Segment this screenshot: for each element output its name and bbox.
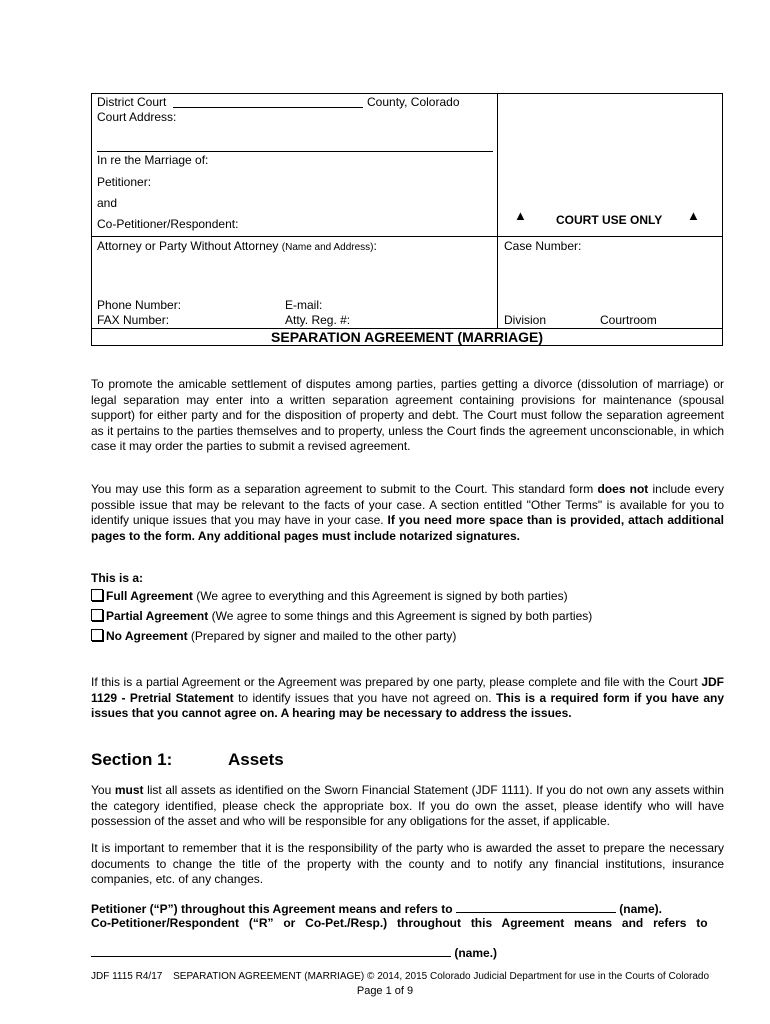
section-1-heading	[91, 749, 284, 770]
s1p1-text-c: list all assets as identified on the Sworn Financial Statement (JDF 1111). If you do not own any assets within the category identified, please check the appropriate box. If you do own the asset, please identify who will have possession of the asset and who will be responsible for any obligations for the asset, if applicable.	[91, 783, 724, 828]
pretrial-statement-ref: JDF 1129 - Pretrial Statement	[91, 675, 724, 705]
petitioner-definition	[91, 901, 662, 917]
footer-form-id: JDF 1115 R4/17	[91, 971, 163, 982]
full-agreement-checkbox[interactable]	[91, 589, 103, 601]
attorney-colon: :	[373, 239, 377, 253]
district-court-label: District Court	[97, 95, 167, 109]
partial-agreement-checkbox[interactable]	[91, 609, 103, 621]
case-number-label: Case Number:	[504, 239, 582, 253]
email-label: E-mail:	[285, 298, 323, 312]
intro-p2-text: You may use this form as a separation agreement to submit to the Court. This standard form	[91, 482, 598, 496]
s1p1-must: must	[114, 783, 144, 797]
petitioner-definition-text: Petitioner (“P”) throughout this Agreement means and refers to	[91, 902, 453, 916]
respondent-definition: Co-Petitioner/Respondent (“R” or Co-Pet./Resp.) throughout this Agreement means and refers to	[91, 916, 708, 930]
petitioner-name-field[interactable]	[456, 901, 616, 913]
no-agreement-label: No Agreement	[106, 629, 188, 643]
in-re-label: In re the Marriage of:	[97, 153, 209, 167]
full-agreement-label: Full Agreement	[106, 589, 193, 603]
petitioner-label: Petitioner:	[97, 175, 152, 189]
partial-agreement-desc: (We agree to some things and this Agreement is signed by both parties)	[208, 609, 593, 623]
footer-line	[91, 971, 709, 983]
form-title: SEPARATION AGREEMENT (MARRIAGE)	[271, 329, 543, 345]
atty-reg-label: Atty. Reg. #:	[285, 313, 351, 327]
footer-text: SEPARATION AGREEMENT (MARRIAGE) © 2014, 2015 Colorado Judicial Department for use in the Courts of Colorado	[173, 971, 710, 982]
triangle-left-icon: ▲	[514, 208, 527, 223]
respondent-name-suffix: (name.)	[454, 946, 498, 960]
partial-text-d: This is a required form if you have any issues that you cannot agree on. A hearing may be necessary to address the issues.	[91, 690, 725, 720]
county-name-field[interactable]	[173, 96, 363, 108]
caption-divider	[497, 93, 498, 329]
partial-agreement-paragraph	[91, 675, 724, 722]
triangle-right-icon: ▲	[687, 208, 700, 223]
courtroom-label: Courtroom	[600, 313, 657, 327]
no-agreement-checkbox[interactable]	[91, 629, 103, 641]
intro-paragraph-2	[91, 482, 724, 544]
respondent-name-field[interactable]	[91, 945, 451, 957]
attorney-label	[97, 239, 377, 255]
intro-paragraph-1: To promote the amicable settlement of disputes among parties, parties getting a divorce (dissolution of marriage) or legal separation may enter into a written separation agreement containing provisions for maintenance (spousal support) for either party and for the disposition of property and debt. The Court must follow the separation agreement as it pertains to the parties themselves and to property, unless the Court finds the agreement unconscionable, in which case it may order the parties to submit a revised agreement.	[91, 377, 724, 453]
fax-label: FAX Number:	[97, 313, 170, 327]
option-partial-agreement[interactable]	[91, 609, 592, 624]
and-label: and	[97, 196, 118, 210]
partial-agreement-label: Partial Agreement	[106, 609, 209, 623]
address-line	[97, 151, 493, 152]
section-1-number: Section 1:	[91, 750, 173, 769]
petitioner-name-suffix: (name).	[619, 902, 662, 916]
attorney-text: Attorney or Party Without Attorney	[97, 239, 279, 253]
no-agreement-desc: (Prepared by signer and mailed to the other party)	[187, 629, 457, 643]
section-1-paragraph-1	[91, 783, 724, 830]
respondent-name-line	[91, 945, 497, 961]
partial-text-c: to identify issues that you have not agreed on.	[233, 690, 496, 705]
division-label: Division	[504, 313, 547, 327]
page-number: Page 1 of 9	[356, 985, 414, 997]
full-agreement-desc: (We agree to everything and this Agreement is signed by both parties)	[192, 589, 568, 603]
intro-p2-bold: does not	[597, 482, 649, 496]
caption-row-line	[91, 236, 723, 237]
co-petitioner-label: Co-Petitioner/Respondent:	[97, 217, 239, 231]
section-1-paragraph-2: It is important to remember that it is the responsibility of the party who is awarded the asset to prepare the necessary documents to change the title of the property with the county and to notify any financial institutions, insurance companies, etc. of any changes.	[91, 841, 724, 886]
agreement-type-heading: This is a:	[91, 571, 144, 585]
county-colorado-label: County, Colorado	[367, 95, 460, 109]
intro-p2-bold-2: If you need more space than is provided, attach additional pages to the form. Any additional pages must include notarized signatures.	[91, 513, 724, 543]
s1p1-text-a: You	[91, 783, 115, 797]
intro-p2-text-2: include every possible issue that may be relevant to the facts of your case. A section entitled "Other Terms" is available for you to identify unique issues that you may have in your case.	[91, 482, 725, 527]
partial-text-a: If this is a partial Agreement or the Agreement was prepared by one party, please complete and file with the Court	[91, 675, 702, 689]
attorney-small-text: (Name and Address)	[281, 242, 374, 253]
option-no-agreement[interactable]	[91, 629, 456, 644]
court-use-only-label: COURT USE ONLY	[556, 213, 663, 227]
section-1-title: Assets	[228, 750, 284, 769]
court-address-label: Court Address:	[97, 110, 177, 124]
option-full-agreement[interactable]	[91, 589, 568, 604]
phone-label: Phone Number:	[97, 298, 182, 312]
